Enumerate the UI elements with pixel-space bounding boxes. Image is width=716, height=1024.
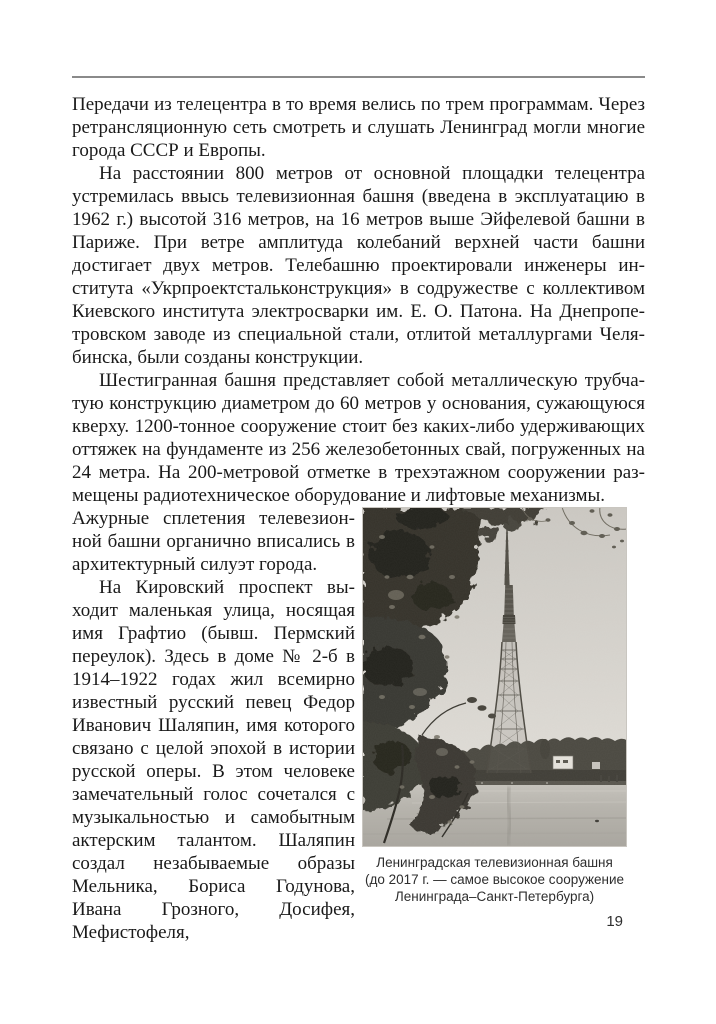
tower-photo [362,507,627,847]
photo-caption-line-2: (до 2017 г. — самое высокое сооружение [364,872,625,887]
paragraph-2: На расстоянии 800 метров от основной площадки телецентра устремилась ввысь телевизионная башня (введена в эксплуатацию в 1962 г.) высотой 316 метров, на 16 метров выше Эйфелевой башни в Париже. При ветре амплитуда колебаний верхней части башни достигает двух метров. Телебашню проектировали инженеры института «Укрпроектстальконструкция» в содружестве с коллективом Киевского института электросварки им. Е. О. Патона. На Днепропетровском заводе из специальной стали, отлитой металлургами Челябинска, были созданы конструкции. [72,163,645,368]
paragraph-3-continued: Ажурные сплетения телевезионной башни органично вписались в архитектурный силуэт города. [72,508,355,575]
photo-caption-line-3: Ленинграда–Санкт-Петербурга) [394,889,595,904]
article-text [72,93,645,944]
photo-caption [362,854,627,905]
paragraph-1: Передачи из телецентра в то время велись по трем программам. Через ретрансляционную сеть смотреть и слушать Ленинград могли многие города СССР и Европы. [72,94,645,161]
wrapped-text-column [72,507,355,944]
tower-figure [362,507,627,905]
page-content [72,76,645,944]
photo-caption-line-1: Ленинградская телевизионная башня [376,855,613,870]
page-number: 19 [606,913,623,930]
header-divider [72,76,645,78]
paragraph-3-full-width: Шестигранная башня представляет собой металлическую трубчатую конструкцию диаметром до 60 метров у основания, сужающуюся кверху. 1200-тонное сооружение стоит без каких-либо удерживающих оттяжек на фундаменте из 256 железобетонных свай, погруженных на 24 метра. На 200-метровой отметке в трехэтажном сооружении размещены радиотехническое оборудование и лифтовые механизмы. [72,370,645,506]
text-and-figure-section [72,507,645,944]
paragraph-4: На Кировский проспект выходит маленькая улица, носящая имя Графтио (бывш. Пермский переулок). Здесь в доме № 2-б в 1914–1922 годах жил всемирно известный русский певец Федор Иванович Шаляпин, имя которого связано с целой эпохой в истории русской оперы. В этом человеке замечательный голос сочетался с музыкальностью и самобытным актерским талантом. Шаляпин создал незабываемые образы Мельника, Бориса Годунова, Ивана Грозного, Досифея, Мефистофеля, [72,577,355,943]
